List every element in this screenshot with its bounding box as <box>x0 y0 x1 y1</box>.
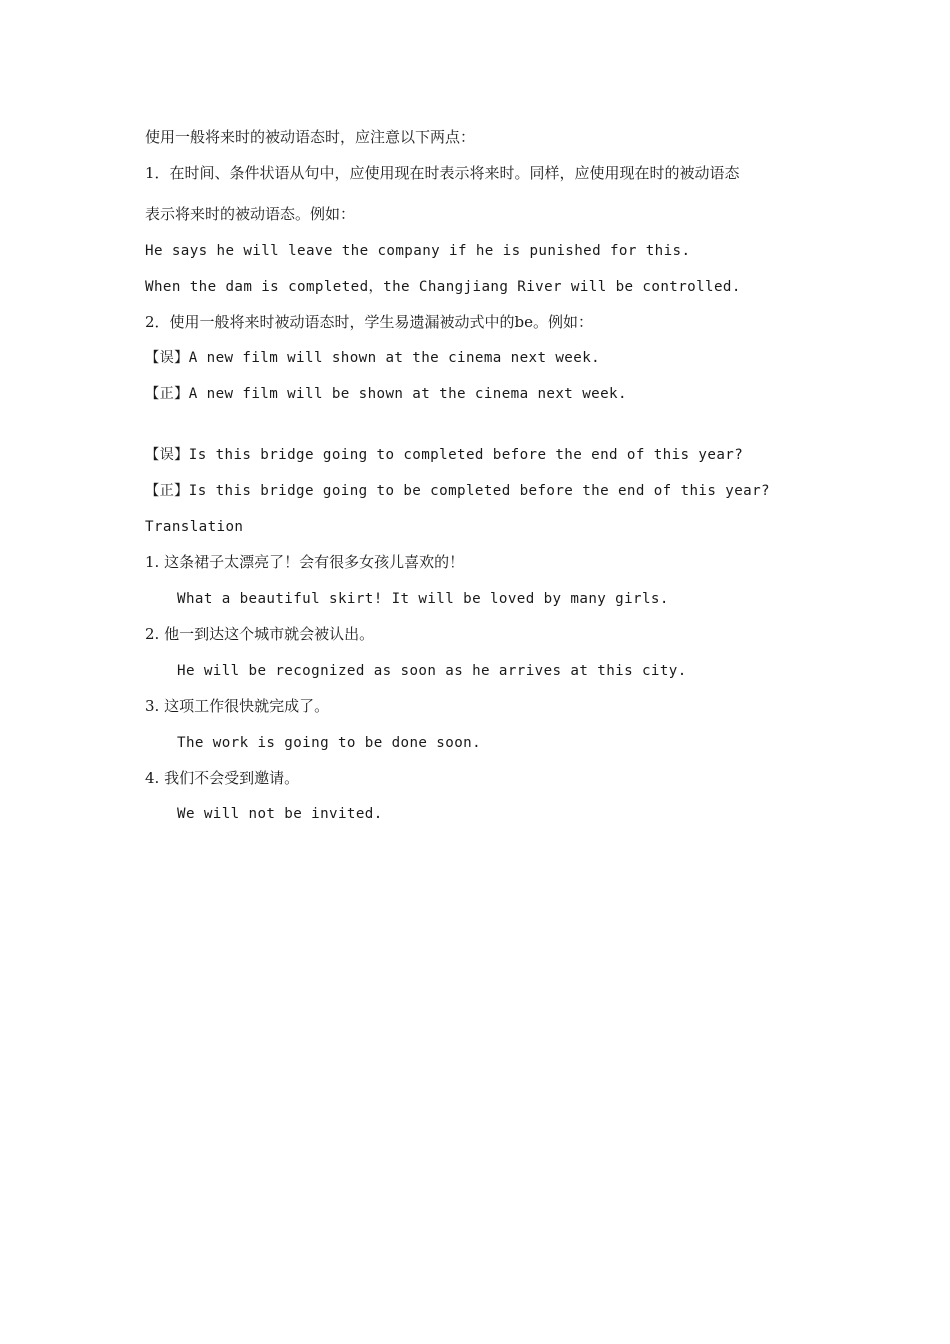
translation-item-2-chinese: 2. 他一到达这个城市就会被认出。 <box>145 625 375 643</box>
point-1-continued: 表示将来时的被动语态。例如： <box>145 205 356 223</box>
wrong-example-2: 【误】Is this bridge going to completed before the end of this year? <box>145 447 744 463</box>
example-sentence-2: When the dam is completed，the Changjiang River will be controlled. <box>145 279 741 295</box>
correct-example-1: 【正】A new film will be shown at the cinema next week. <box>145 386 627 402</box>
translation-item-4-english: We will not be invited. <box>177 806 383 822</box>
correct-example-2: 【正】Is this bridge going to be completed before the end of this year? <box>145 483 770 499</box>
translation-item-2-english: He will be recognized as soon as he arrives at this city. <box>177 663 687 679</box>
intro-text: 使用一般将来时的被动语态时，应注意以下两点： <box>145 128 476 146</box>
translation-item-1-english: What a beautiful skirt! It will be loved by many girls. <box>177 591 669 607</box>
wrong-example-1: 【误】A new film will shown at the cinema next week. <box>145 350 601 366</box>
example-sentence-1: He says he will leave the company if he is punished for this. <box>145 243 691 259</box>
point-1-text: 1．在时间、条件状语从句中，应使用现在时表示将来时。同样，应使用现在时的被动语态 <box>145 164 740 182</box>
translation-item-3-chinese: 3. 这项工作很快就完成了。 <box>145 697 330 715</box>
translation-heading: Translation <box>145 519 244 535</box>
translation-item-1-chinese: 1. 这条裙子太漂亮了！会有很多女孩儿喜欢的！ <box>145 553 465 571</box>
point-2-text: 2．使用一般将来时被动语态时，学生易遗漏被动式中的be。例如： <box>145 313 594 331</box>
translation-item-4-chinese: 4. 我们不会受到邀请。 <box>145 769 300 787</box>
translation-item-3-english: The work is going to be done soon. <box>177 735 482 751</box>
